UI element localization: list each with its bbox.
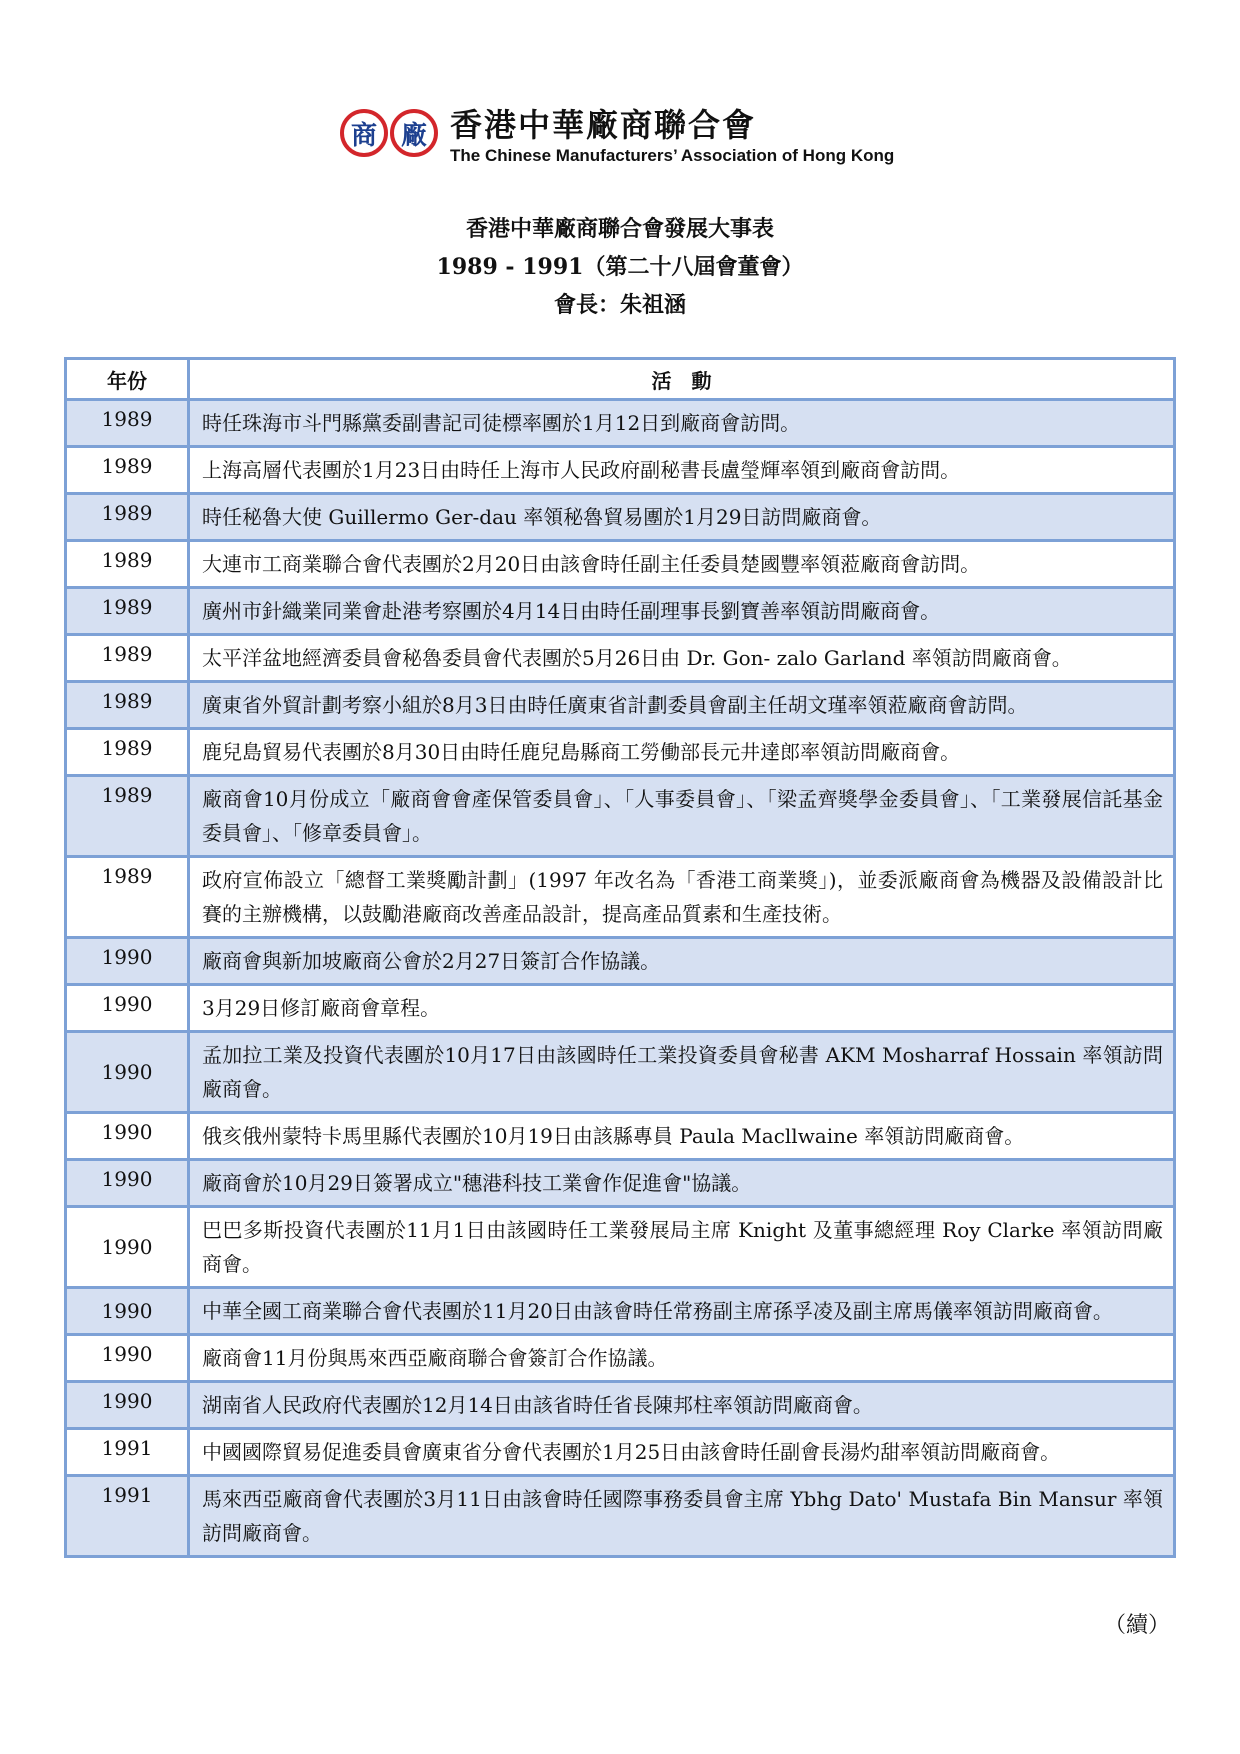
seal-char-right: 廠 xyxy=(390,109,438,157)
row-year: 1991 xyxy=(66,1429,189,1476)
row-activity: 3月29日修訂廠商會章程。 xyxy=(189,985,1175,1032)
row-year: 1990 xyxy=(66,1160,189,1207)
association-logo xyxy=(340,100,894,166)
table-header-row xyxy=(66,359,1175,400)
row-activity: 鹿兒島貿易代表團於8月30日由時任鹿兒島縣商工勞働部長元井達郎率領訪問廠商會。 xyxy=(189,729,1175,776)
table-row xyxy=(66,1288,1175,1335)
table-row xyxy=(66,447,1175,494)
header-activity: 活 動 xyxy=(189,359,1175,400)
row-activity: 廠商會與新加坡廠商公會於2月27日簽訂合作協議。 xyxy=(189,938,1175,985)
table-row xyxy=(66,1335,1175,1382)
table-row xyxy=(66,1429,1175,1476)
row-year: 1990 xyxy=(66,1032,189,1113)
row-year: 1991 xyxy=(66,1476,189,1557)
events-table xyxy=(64,357,1176,1558)
row-activity: 孟加拉工業及投資代表團於10月17日由該國時任工業投資委員會秘書 AKM Mosharraf Hossain 率領訪問廠商會。 xyxy=(189,1032,1175,1113)
row-activity: 馬來西亞廠商會代表團於3月11日由該會時任國際事務委員會主席 Ybhg Dato' Mustafa Bin Mansur 率領訪問廠商會。 xyxy=(189,1476,1175,1557)
row-year: 1990 xyxy=(66,985,189,1032)
header-year: 年份 xyxy=(66,359,189,400)
row-activity: 廣東省外貿計劃考察小組於8月3日由時任廣東省計劃委員會副主任胡文瑾率領蒞廠商會訪問。 xyxy=(189,682,1175,729)
row-year: 1990 xyxy=(66,938,189,985)
table-row xyxy=(66,1207,1175,1288)
row-year: 1989 xyxy=(66,400,189,447)
row-year: 1990 xyxy=(66,1335,189,1382)
row-year: 1989 xyxy=(66,635,189,682)
row-year: 1989 xyxy=(66,776,189,857)
row-activity: 中華全國工商業聯合會代表團於11月20日由該會時任常務副主席孫孚凌及副主席馬儀率領訪問廠商會。 xyxy=(189,1288,1175,1335)
table-row xyxy=(66,588,1175,635)
term-period: 1989 - 1991（第二十八屆會董會） xyxy=(436,254,804,280)
table-row xyxy=(66,1160,1175,1207)
document-title: 香港中華廠商聯合會發展大事表 xyxy=(465,216,774,242)
seal-char-left: 商 xyxy=(340,109,388,157)
row-activity: 俄亥俄州蒙特卡馬里縣代表團於10月19日由該縣專員 Paula Macllwaine 率領訪問廠商會。 xyxy=(189,1113,1175,1160)
row-activity: 廠商會10月份成立「廠商會會產保管委員會」、「人事委員會」、「梁孟齊獎學金委員會」、「工業發展信託基金委員會」、「修章委員會」。 xyxy=(189,776,1175,857)
table-row xyxy=(66,1113,1175,1160)
row-activity: 時任秘魯大使 Guillermo Ger-dau 率領秘魯貿易團於1月29日訪問廠商會。 xyxy=(189,494,1175,541)
row-year: 1989 xyxy=(66,494,189,541)
row-year: 1989 xyxy=(66,447,189,494)
row-year: 1989 xyxy=(66,541,189,588)
row-activity: 太平洋盆地經濟委員會秘魯委員會代表團於5月26日由 Dr. Gon- zalo Garland 率領訪問廠商會。 xyxy=(189,635,1175,682)
continued-note: （續） xyxy=(1104,1613,1171,1638)
chairman-line: 會長：朱祖涵 xyxy=(553,292,686,318)
table-row xyxy=(66,729,1175,776)
table-row xyxy=(66,400,1175,447)
table-row xyxy=(66,1382,1175,1429)
row-activity: 上海高層代表團於1月23日由時任上海市人民政府副秘書長盧瑩輝率領到廠商會訪問。 xyxy=(189,447,1175,494)
logo-chinese-name: 香港中華廠商聯合會 xyxy=(450,106,757,144)
row-activity: 廠商會於10月29日簽署成立"穗港科技工業會作促進會"協議。 xyxy=(189,1160,1175,1207)
row-year: 1989 xyxy=(66,857,189,938)
row-activity: 巴巴多斯投資代表團於11月1日由該國時任工業發展局主席 Knight 及董事總經理 Roy Clarke 率領訪問廠商會。 xyxy=(189,1207,1175,1288)
row-activity: 廣州市針織業同業會赴港考察團於4月14日由時任副理事長劉寶善率領訪問廠商會。 xyxy=(189,588,1175,635)
row-year: 1989 xyxy=(66,729,189,776)
row-activity: 廠商會11月份與馬來西亞廠商聯合會簽訂合作協議。 xyxy=(189,1335,1175,1382)
row-year: 1990 xyxy=(66,1113,189,1160)
row-activity: 政府宣佈設立「總督工業獎勵計劃」(1997 年改名為「香港工商業獎」)，並委派廠商會為機器及設備設計比賽的主辦機構，以鼓勵港廠商改善產品設計，提高產品質素和生產技術。 xyxy=(189,857,1175,938)
table-row xyxy=(66,1476,1175,1557)
table-row xyxy=(66,635,1175,682)
table-row xyxy=(66,776,1175,857)
logo-seal xyxy=(340,109,438,157)
table-row xyxy=(66,682,1175,729)
row-year: 1990 xyxy=(66,1382,189,1429)
row-activity: 湖南省人民政府代表團於12月14日由該省時任省長陳邦柱率領訪問廠商會。 xyxy=(189,1382,1175,1429)
row-activity: 中國國際貿易促進委員會廣東省分會代表團於1月25日由該會時任副會長湯灼甜率領訪問廠商會。 xyxy=(189,1429,1175,1476)
table-row xyxy=(66,985,1175,1032)
row-activity: 時任珠海市斗門縣黨委副書記司徒標率團於1月12日到廠商會訪問。 xyxy=(189,400,1175,447)
logo-english-name: The Chinese Manufacturers’ Association of Hong Kong xyxy=(450,146,895,165)
table-row xyxy=(66,857,1175,938)
row-year: 1990 xyxy=(66,1207,189,1288)
table-row xyxy=(66,1032,1175,1113)
row-activity: 大連市工商業聯合會代表團於2月20日由該會時任副主任委員楚國豐率領蒞廠商會訪問。 xyxy=(189,541,1175,588)
table-row xyxy=(66,938,1175,985)
row-year: 1989 xyxy=(66,588,189,635)
table-row xyxy=(66,541,1175,588)
row-year: 1989 xyxy=(66,682,189,729)
table-row xyxy=(66,494,1175,541)
row-year: 1990 xyxy=(66,1288,189,1335)
